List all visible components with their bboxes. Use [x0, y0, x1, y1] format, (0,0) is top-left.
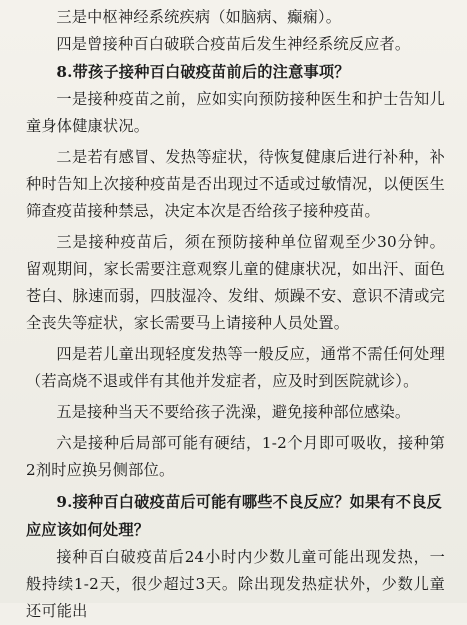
paragraph-cns-disease: 三是中枢神经系统疾病（如脑病、癫痫）。 — [56, 8, 342, 26]
paragraph-precaution-6: 六是接种后局部可能有硬结，1-2个月即可吸收，接种第2剂时应换另侧部位。 — [26, 434, 445, 479]
paragraph-prior-reaction: 四是曾接种百白破联合疫苗后发生神经系统反应者。 — [56, 35, 411, 53]
paragraph-precaution-4: 四是若儿童出现轻度发热等一般反应，通常不需任何处理（若高烧不退或伴有其他并发症者，应及时到医院就诊）。 — [26, 345, 445, 390]
paragraph-precaution-5: 五是接种当天不要给孩子洗澡，避免接种部位感染。 — [56, 403, 411, 421]
paragraph-precaution-2: 二是若有感冒、发热等症状，待恢复健康后进行补种，补种时告知上次接种疫苗是否出现过不适或过敏情况，以便医生筛查疫苗接种禁忌，决定本次是否给孩子接种疫苗。 — [26, 148, 445, 220]
paragraph-precaution-3: 三是接种疫苗后，须在预防接种单位留观至少30分钟。留观期间，家长需要注意观察儿童的健康状况，如出汗、面色苍白、脉速而弱，四肢湿冷、发绀、烦躁不安、意识不清或完全丧失等症状，家长需要马上请接种人员处置。 — [26, 233, 445, 332]
heading-section-8: 8.带孩子接种百白破疫苗前后的注意事项？ — [56, 63, 350, 81]
heading-section-9: 9.接种百白破疫苗后可能有哪些不良反应？如果有不良反应应该如何处理？ — [26, 493, 442, 539]
paragraph-adverse-reactions: 接种百白破疫苗后24小时内少数儿童可能出现发热，一般持续1-2天，很少超过3天。除出现发热症状外，少数儿童还可能出 — [26, 548, 445, 620]
paragraph-precaution-1: 一是接种疫苗之前，应如实向预防接种医生和护士告知儿童身体健康状况。 — [26, 90, 445, 135]
